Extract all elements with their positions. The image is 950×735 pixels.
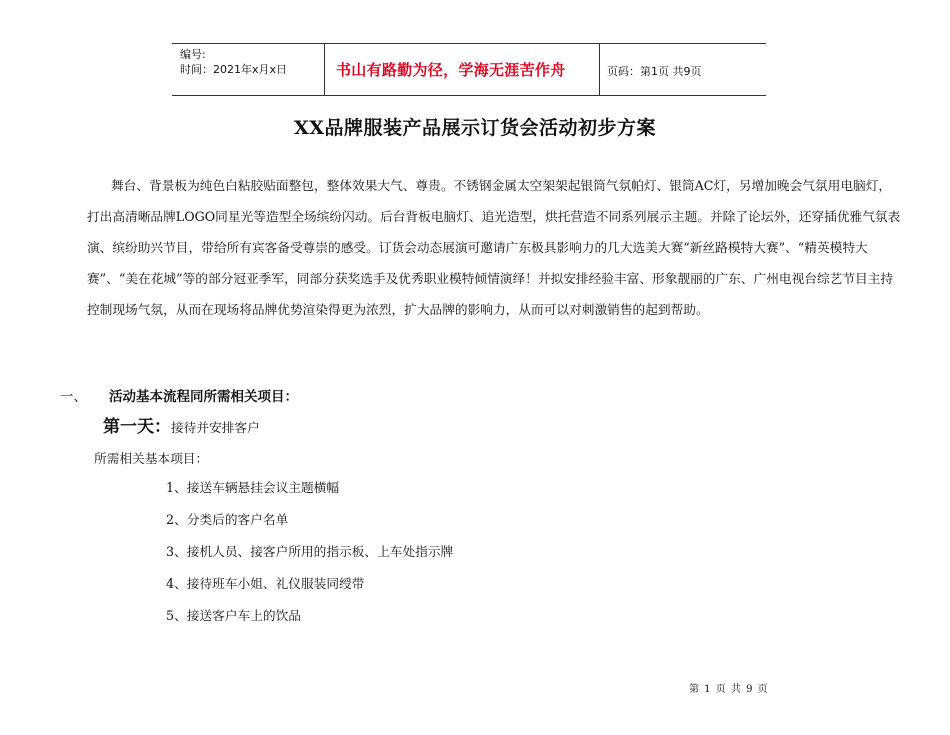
list-item: 5、接送客户车上的饮品 — [166, 608, 301, 623]
document-title: XX品牌服装产品展示订货会活动初步方案 — [294, 117, 656, 139]
list-item: 4、接待班车小姐、礼仪服装同绶带 — [166, 576, 365, 591]
header-left-cell — [172, 44, 325, 95]
page-footer: 第 1 页 共 9 页 — [689, 684, 768, 695]
list-item: 1、接送车辆悬挂会议主题横幅 — [166, 480, 340, 495]
day-heading — [103, 412, 260, 437]
day-label: 第一天： — [103, 417, 171, 437]
header-motto-cell — [325, 44, 600, 95]
intro-paragraph: 舞台、背景板为纯色白粘胶贴面整包，整体效果大气、尊贵。不锈钢金属太空架架起银筒气氛帕灯、银筒AC灯，另增加晚会气氛用电脑灯，打出高清晰品牌LOGO同星光等造型全场缤纷闪动。后台背板电脑灯、追光造型，烘托营造不同系列展示主题。并除了论坛外，还穿插优雅气氛表演、缤纷助兴节目，带给所有宾客备受尊崇的感受。订货会动态展演可邀请广东极具影响力的几大选美大赛“新丝路模特大赛”、“精英模特大赛”、“美在花城”等的部分冠亚季军，同部分获奖选手及优秀职业模特倾情演绎！并拟安排经验丰富、形象靓丽的广东、广州电视台综艺节目主持控制现场气氛，从而在现场将品牌优势渲染得更为浓烈，扩大品牌的影响力，从而可以对刺激销售的起到帮助。 — [87, 178, 901, 317]
page-info: 页码：第1页 共9页 — [607, 65, 702, 78]
items-list — [166, 472, 453, 632]
section-heading — [60, 385, 298, 405]
header-table — [172, 43, 766, 96]
list-item: 3、接机人员、接客户所用的指示板、上车处指示牌 — [166, 544, 454, 559]
section-title: 活动基本流程同所需相关项目： — [109, 389, 298, 405]
items-heading: 所需相关基本项目： — [94, 451, 209, 466]
list-item: 2、分类后的客户名单 — [166, 512, 289, 527]
section-number: 一、 — [60, 389, 87, 405]
time-label: 时间：2021年x月x日 — [180, 63, 288, 76]
number-label: 编号: — [180, 48, 206, 61]
motto: 书山有路勤为径，学海无涯苦作舟 — [336, 61, 566, 79]
day-description: 接待并安排客户 — [171, 420, 260, 435]
header-page-cell — [600, 44, 766, 95]
